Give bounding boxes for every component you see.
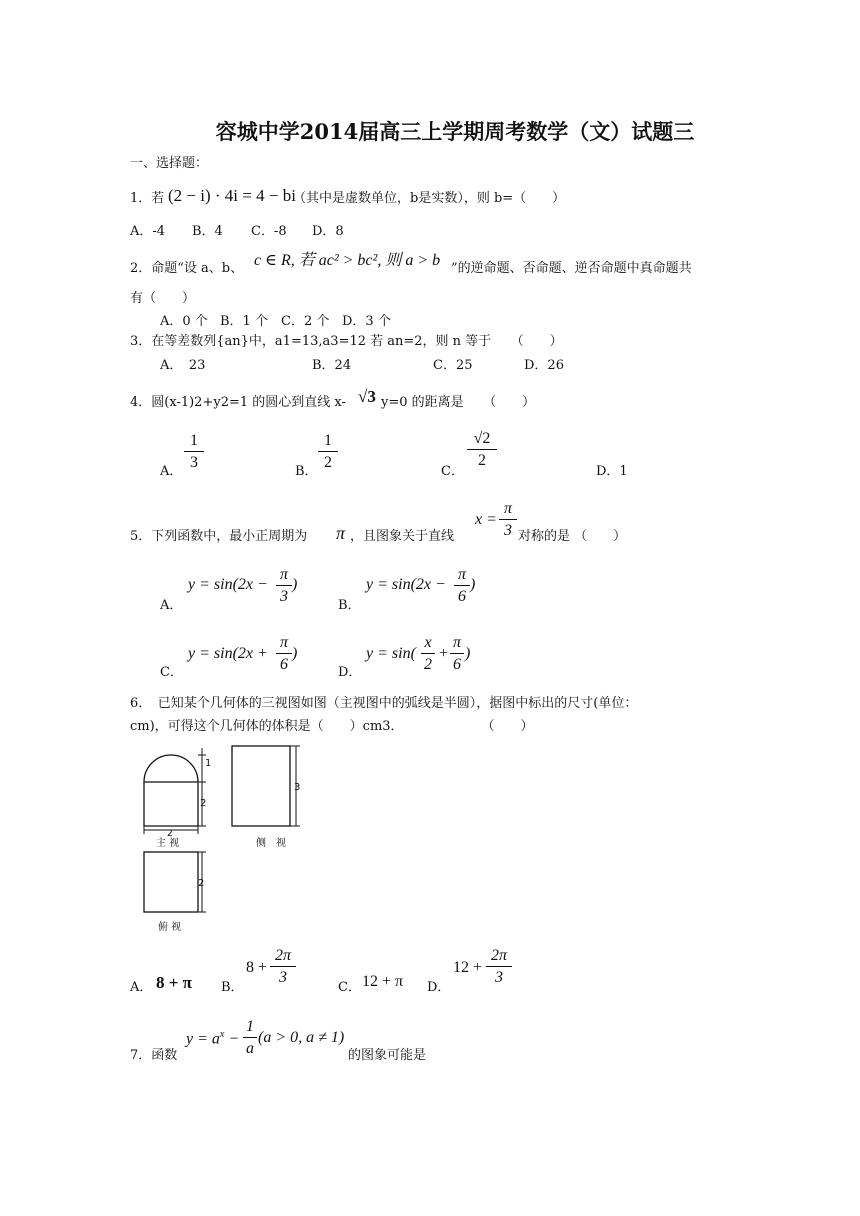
dim-2-front-label: 2 [200, 798, 207, 809]
q1-option-d: D．8 [312, 224, 344, 239]
q5-b-pre: y = sin(2x − [366, 576, 446, 593]
q6-label-c: C． [338, 980, 361, 995]
q5-d-fraction-1: $\frac{x}{2}$ [421, 634, 435, 674]
front-view-shape [144, 755, 198, 826]
q5-c-pre: y = sin(2x + [188, 645, 268, 662]
q7-formula-post: (a > 0, a ≠ 1) [258, 1029, 345, 1046]
front-view-label: 主 视 [156, 838, 180, 849]
dim-width-label: 2 [167, 829, 173, 839]
q5-text-c: 对称的是 （ ） [518, 529, 627, 544]
q5-a-fraction: $\frac{\pi}{3}$ [276, 566, 292, 606]
q2-line2: 有（ ） [130, 291, 196, 306]
top-view-shape [144, 852, 198, 912]
q4-fraction-b: $\frac{1}{2}$ [318, 432, 338, 472]
q3-option-d: D．26 [524, 358, 564, 373]
q3-option-b: B．24 [312, 358, 352, 373]
q2-formula: c ∈ R, 若 ac² > bc², 则 a > b [254, 252, 441, 269]
side-view-shape [232, 746, 290, 826]
top-view-label: 俯 视 [158, 922, 182, 933]
q6-d-pre: 12 + [453, 959, 483, 976]
q2-option-a: A．0 个 [160, 314, 208, 329]
q4-fraction-c: $\frac{√2}{2}$ [467, 430, 497, 470]
side-view-label: 侧 视 [256, 838, 286, 849]
q5-c-fraction: $\frac{\pi}{6}$ [276, 634, 292, 674]
q1-text: （其中是虚数单位，b是实数），则 b=（ ） [293, 191, 566, 206]
q6-b-fraction: $\frac{2\pi}{3}$ [270, 947, 296, 987]
q5-label-b: B． [338, 598, 361, 613]
q5-label-c: C． [160, 665, 183, 680]
q5-d-mid: + [438, 645, 449, 662]
q2-option-b: B．1 个 [220, 314, 268, 329]
q4-option-d: D．1 [596, 464, 628, 479]
q5-c-post: ) [292, 645, 298, 662]
q4-label-a: A． [160, 464, 183, 479]
dim-2-top-label: 2 [198, 878, 205, 889]
q1-option-b: B．4 [192, 224, 223, 239]
page-title: 容城中学2014届高三上学期周考数学（文）试题三 [215, 119, 695, 144]
q1-option-c: C．-8 [251, 224, 287, 239]
q4-label-c: C． [441, 464, 464, 479]
q5-a-post: ) [292, 576, 298, 593]
q3-option-a: A． 23 [160, 358, 206, 373]
three-view-figure [134, 738, 334, 938]
section-heading: 一、选择题： [130, 156, 209, 171]
q5-b-fraction: $\frac{\pi}{6}$ [454, 566, 470, 606]
q6-line1: 6． 已知某个几何体的三视图如图（主视图中的弧线是半圆），据图中标出的尺寸(单位： [130, 696, 638, 711]
dim-1-label: 1 [205, 758, 212, 769]
q4-text-a: 4．圆(x-1)2+y2=1 的圆心到直线 x- [130, 395, 346, 410]
q5-label-d: D． [338, 665, 362, 680]
q5-line-fraction: $\frac{\pi}{3}$ [499, 500, 517, 540]
q5-pi: π [336, 523, 346, 543]
q1-formula: (2 − i) · 4i = 4 − bi [168, 186, 296, 205]
q6-option-a: 8 + π [156, 973, 193, 992]
q4-fraction-a: $\frac{1}{3}$ [184, 432, 204, 472]
q1-option-a: A．-4 [130, 224, 166, 239]
q4-text-b: y=0 的距离是 （ ） [381, 395, 536, 410]
q4-sqrt3: √3 [358, 387, 376, 406]
q5-label-a: A． [160, 598, 183, 613]
q6-d-fraction: $\frac{2\pi}{3}$ [486, 947, 512, 987]
q7-fraction: $\frac{1}{a}$ [243, 1018, 257, 1058]
q5-line-lhs: x = [475, 511, 497, 528]
q6-label-b: B． [221, 980, 244, 995]
q3-option-c: C．25 [433, 358, 473, 373]
q5-d-post: ) [465, 645, 471, 662]
q6-line2: cm)，可得这个几何体的体积是（ ）cm3． （ ） [130, 719, 534, 734]
q3-text: 3．在等差数列{an}中，a1=13,a3=12 若 an=2，则 n 等于 （ ） [130, 334, 563, 349]
q1-number: 1．若 [130, 191, 165, 206]
q2-option-c: C．2 个 [281, 314, 330, 329]
q5-d-pre: y = sin( [366, 645, 416, 662]
dim-3-label: 3 [294, 782, 301, 793]
q6-option-c: 12 + π [362, 973, 404, 990]
q4-label-b: B． [295, 464, 318, 479]
q2-number: 2．命题“设 a、b、 [130, 261, 244, 276]
q5-d-fraction-2: $\frac{\pi}{6}$ [450, 634, 464, 674]
q6-label-a: A． [130, 980, 153, 995]
q6-b-pre: 8 + [246, 959, 268, 976]
q7-text: 的图象可能是 [348, 1048, 427, 1063]
q5-text-a: 5．下列函数中，最小正周期为 [130, 529, 308, 544]
q5-text-b: ，且图象关于直线 [350, 529, 455, 544]
q7-number: 7．函数 [130, 1048, 178, 1063]
q6-label-d: D． [427, 980, 451, 995]
q2-text-tail: ”的逆命题、否命题、逆否命题中真命题共 [451, 261, 692, 276]
q5-a-pre: y = sin(2x − [188, 576, 268, 593]
q5-b-post: ) [470, 576, 476, 593]
q2-option-d: D．3 个 [342, 314, 391, 329]
q7-formula-pre: $y = a^x$ − [186, 1029, 240, 1048]
